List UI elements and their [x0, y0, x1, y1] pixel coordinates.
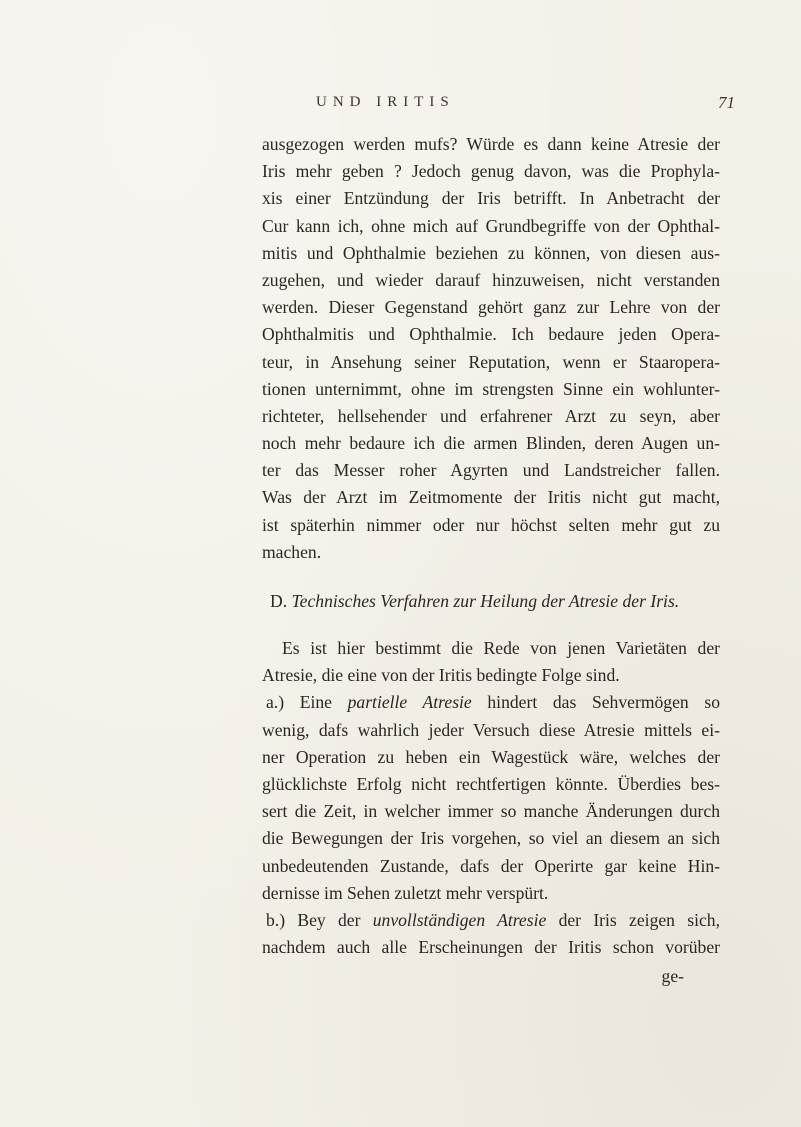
paragraph-2 — [262, 635, 720, 689]
text-line: tionen unternimmt, ohne im strengsten Sinne ein wohlunter- — [262, 378, 720, 399]
text-line: unbedeutenden Zustande, dafs der Operirte gar keine Hin- — [262, 855, 720, 876]
catchword: ge- — [661, 966, 684, 987]
text-run: hindert das Sehvermögen so — [471, 692, 720, 713]
italic-term: partielle Atresie — [347, 692, 472, 713]
text-line: ter das Messer roher Agyrten und Landstreicher fallen. — [262, 460, 720, 481]
text-line: noch mehr bedaure ich die armen Blinden, deren Augen un- — [262, 433, 720, 454]
text-line: Iris mehr geben ? Jedoch genug davon, was die Prophyla- — [262, 161, 720, 182]
text-line: ner Operation zu heben ein Wagestück wäre, welches der — [262, 746, 720, 767]
text-line — [262, 689, 720, 716]
section-heading-title: Technisches Verfahren zur Heilung der Atresie der Iris. — [291, 591, 680, 611]
italic-term: unvollständigen Atresie — [372, 909, 547, 930]
running-head-title: UND IRITIS — [316, 94, 455, 110]
text-line: werden. Dieser Gegenstand gehört ganz zur Lehre von der — [262, 297, 720, 318]
text-line: mitis und Ophthalmie beziehen zu können, von diesen aus- — [262, 242, 720, 263]
text-line: dernisse im Sehen zuletzt mehr verspürt. — [262, 882, 549, 903]
section-heading — [262, 588, 720, 615]
text-run: der Iris zeigen sich, — [546, 909, 720, 930]
text-line: Cur kann ich, ohne mich auf Grundbegriffe von der Ophthal- — [262, 215, 720, 236]
text-line: ausgezogen werden mufs? Würde es dann keine Atresie der — [262, 134, 720, 154]
text-line — [262, 907, 720, 934]
text-run: b.) Bey der — [266, 909, 373, 930]
text-line: Ophthalmitis und Ophthalmie. Ich bedaure jeden Opera- — [262, 324, 720, 345]
paragraph-3 — [262, 689, 720, 907]
text-line: richteter, hellsehender und erfahrener Arzt zu seyn, aber — [262, 405, 720, 426]
paragraph-1 — [262, 131, 720, 566]
text-line: ist späterhin nimmer oder nur höchst selten mehr gut zu — [262, 514, 720, 535]
body-text — [262, 131, 720, 987]
section-heading-label: D. — [270, 591, 288, 611]
running-head — [0, 94, 801, 118]
text-line: nachdem auch alle Erscheinungen der Iritis schon vorüber — [262, 937, 720, 958]
text-line: die Bewegungen der Iris vorgehen, so viel an diesem an sich — [262, 828, 720, 849]
text-run: a.) Eine — [266, 692, 348, 713]
text-line: machen. — [262, 541, 322, 562]
text-line: teur, in Ansehung seiner Reputation, wenn er Staaropera- — [262, 351, 720, 372]
text-line: xis einer Entzündung der Iris betrifft. In Anbetracht der — [262, 188, 720, 209]
text-line: Was der Arzt im Zeitmomente der Iritis nicht gut macht, — [262, 487, 720, 508]
text-line: Es ist hier bestimmt die Rede von jenen Varietäten der — [282, 638, 720, 658]
paragraph-4 — [262, 907, 720, 961]
text-line: wenig, dafs wahrlich jeder Versuch diese Atresie mittels ei- — [262, 719, 720, 740]
text-line: Atresie, die eine von der Iritis bedingte Folge sind. — [262, 665, 620, 686]
text-line: zugehen, und wieder darauf hinzuweisen, nicht verstanden — [262, 269, 720, 290]
text-line: glücklichste Erfolg nicht rechtfertigen könnte. Überdies bes- — [262, 773, 720, 794]
text-line: sert die Zeit, in welcher immer so manche Änderungen durch — [262, 801, 720, 822]
page-number: 71 — [718, 93, 735, 112]
